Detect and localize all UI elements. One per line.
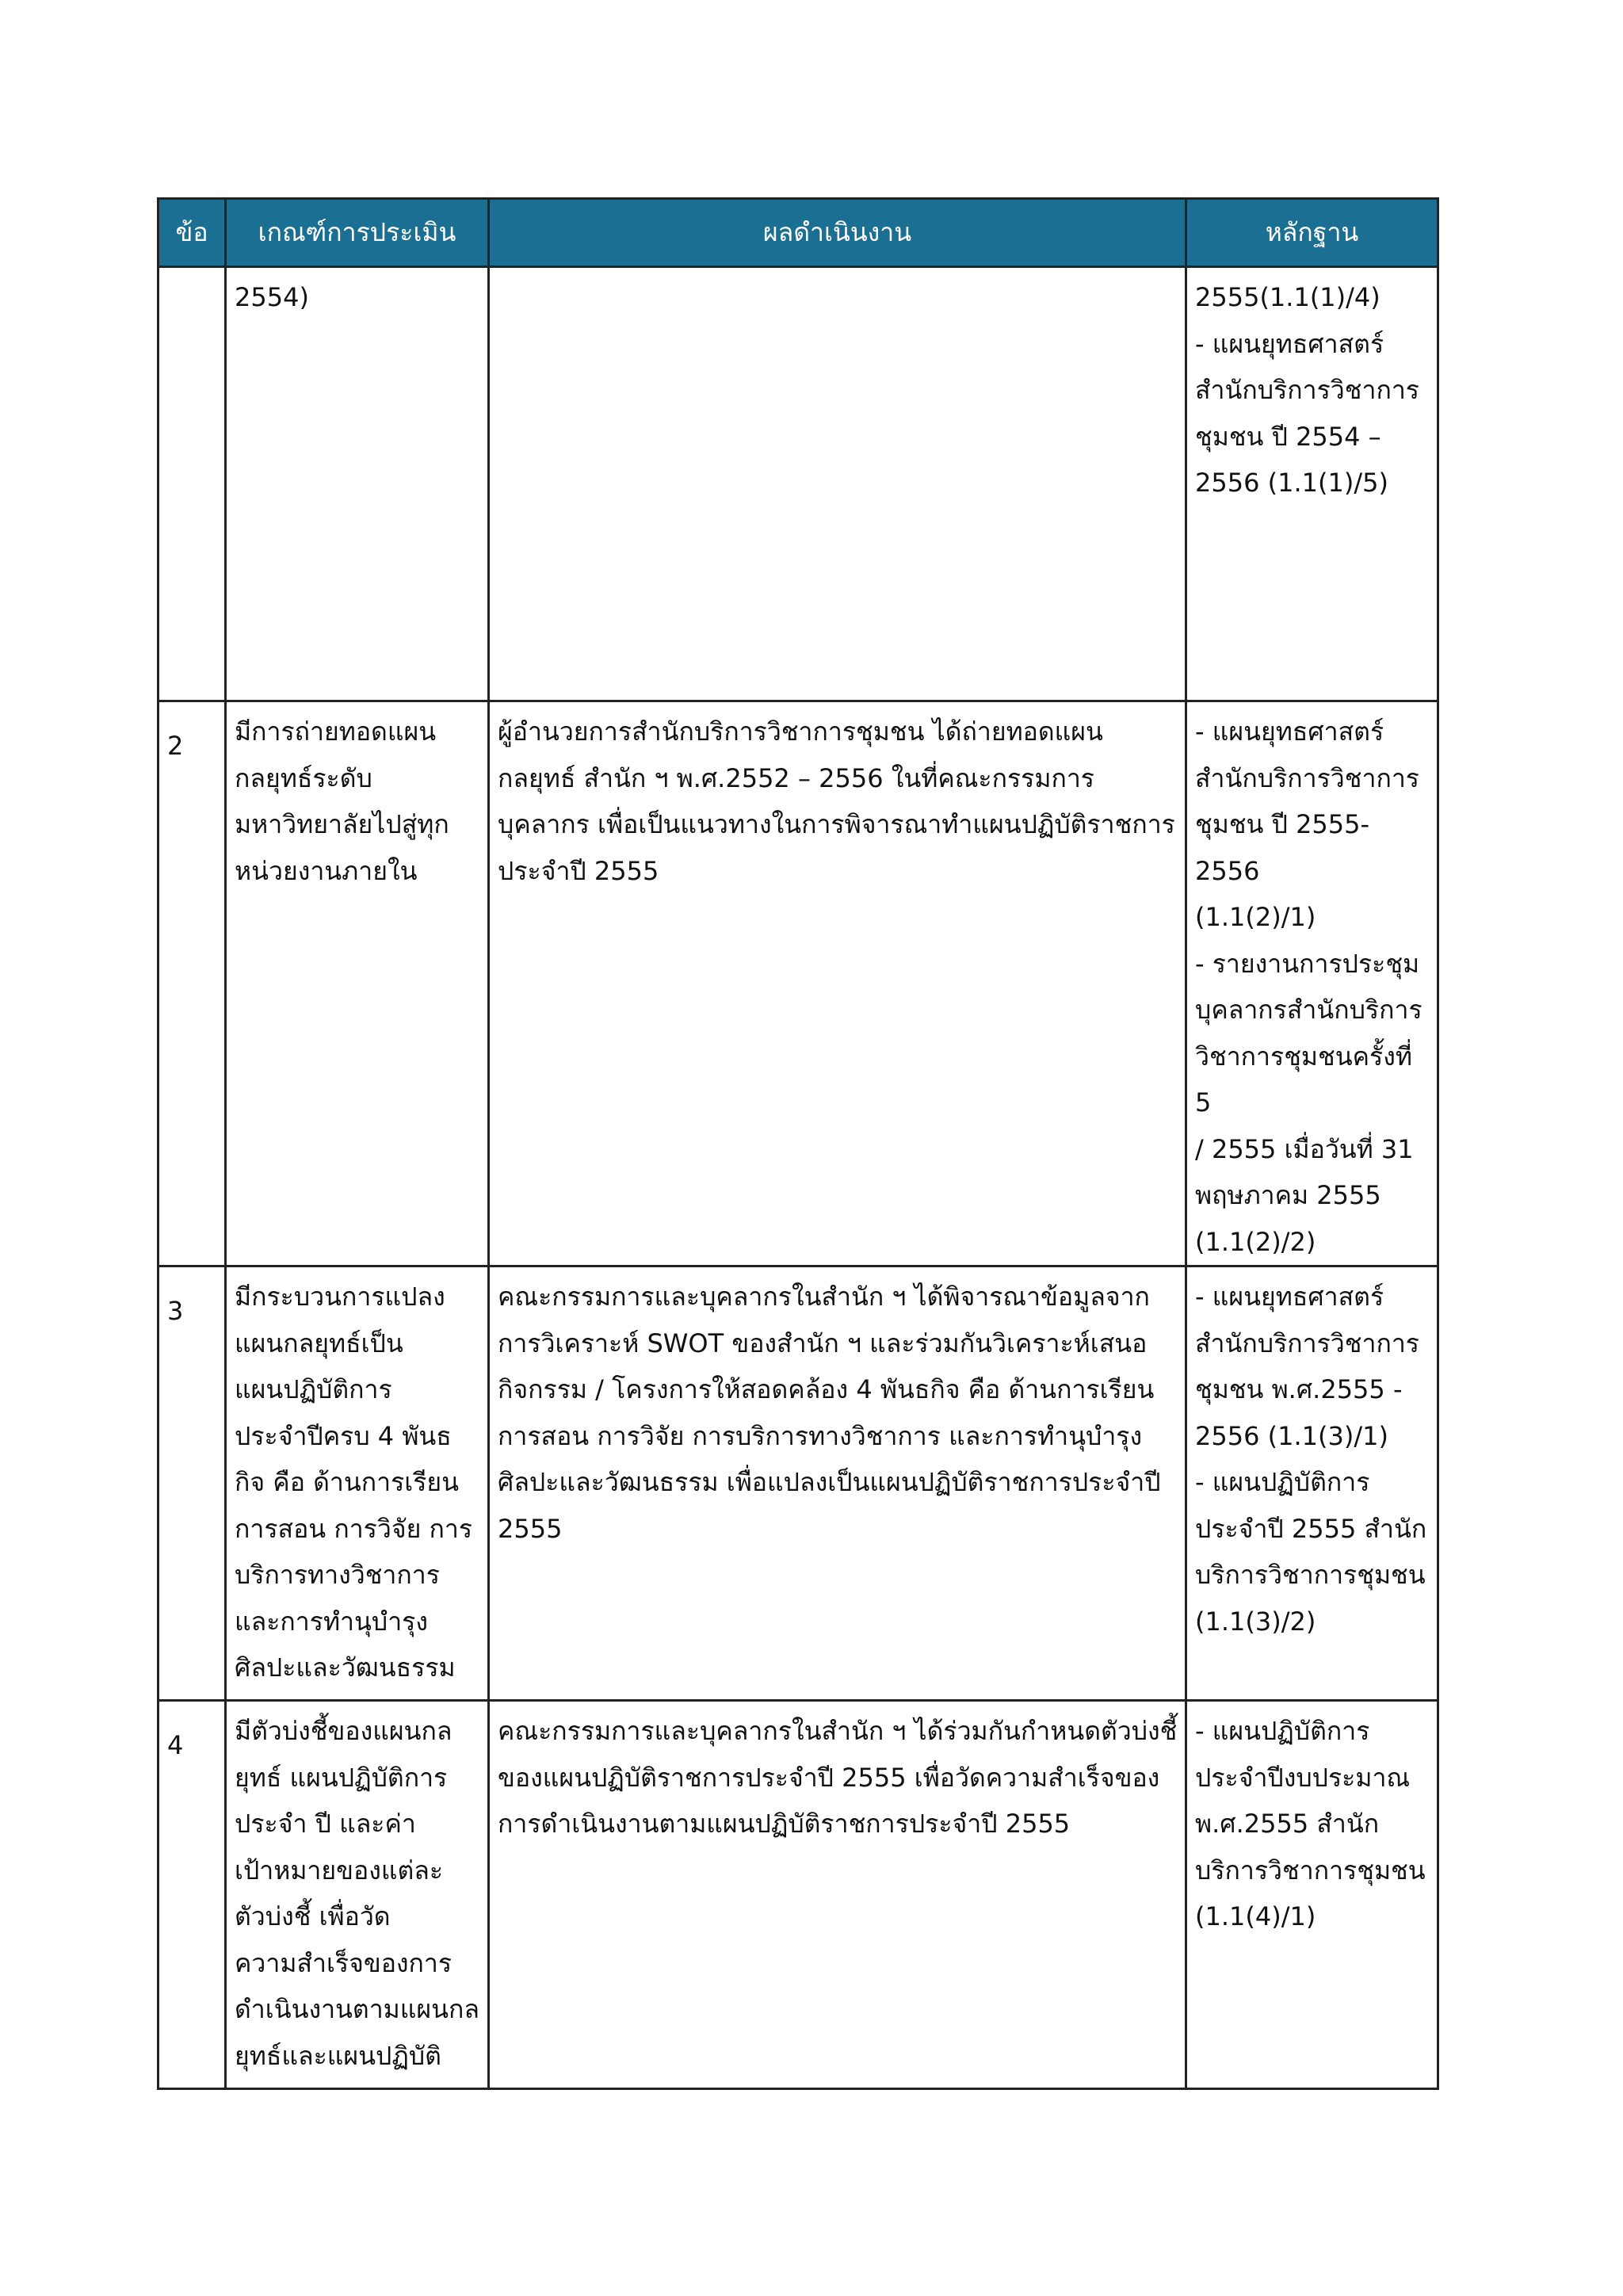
result-cell: คณะกรรมการและบุคลากรในสำนัก ฯ ได้พิจารณาข้อมูลจาก การวิเคราะห์ SWOT ของสำนัก ฯ และร่วมกันวิเคราะห์เสนอ กิจกรรม / โครงการให้สอดคล้อง 4 พันธกิจ คือ ด้านการเรียน การสอน การวิจัย การบริการทางวิชาการ และการทำนุบำรุง ศิลปะและวัฒนธรรม เพื่อแปลงเป็นแผนปฏิบัติราชการประจำปี 2555 xyxy=(489,1266,1186,1701)
item-number-cell: 4 xyxy=(158,1701,226,2089)
table-row xyxy=(158,1701,1438,2089)
table-row xyxy=(158,701,1438,1266)
header-criterion: เกณฑ์การประเมิน xyxy=(226,199,489,267)
item-number-cell: 3 xyxy=(158,1266,226,1701)
item-number-cell: 2 xyxy=(158,701,226,1266)
criterion-cell: มีตัวบ่งชี้ของแผนกล ยุทธ์ แผนปฏิบัติการ ประจำ ปี และค่า เป้าหมายของแต่ละ ตัวบ่งชี้ เพื่อวัด ความสำเร็จของการ ดำเนินงานตามแผนกล ยุทธ์และแผนปฏิบัติ xyxy=(226,1701,489,2089)
result-cell: คณะกรรมการและบุคลากรในสำนัก ฯ ได้ร่วมกันกำหนดตัวบ่งชี้ ของแผนปฏิบัติราชการประจำปี 2555 เพื่อวัดความสำเร็จของ การดำเนินงานตามแผนปฏิบัติราชการประจำปี 2555 xyxy=(489,1701,1186,2089)
item-number-cell xyxy=(158,267,226,701)
table-row xyxy=(158,1266,1438,1701)
assessment-table xyxy=(157,197,1439,2090)
evidence-cell: - แผนยุทธศาสตร์ สำนักบริการวิชาการ ชุมชน ปี 2555-2556 (1.1(2)/1) - รายงานการประชุม บุคลากรสำนักบริการ วิชาการชุมชนครั้งที่ 5 / 2555 เมื่อวันที่ 31 พฤษภาคม 2555 (1.1(2)/2) xyxy=(1186,701,1438,1266)
header-evidence: หลักฐาน xyxy=(1186,199,1438,267)
criterion-cell: มีการถ่ายทอดแผน กลยุทธ์ระดับ มหาวิทยาลัยไปสู่ทุก หน่วยงานภายใน xyxy=(226,701,489,1266)
result-cell xyxy=(489,267,1186,701)
header-item-number: ข้อ xyxy=(158,199,226,267)
evidence-cell: 2555(1.1(1)/4) - แผนยุทธศาสตร์ สำนักบริการวิชาการ ชุมชน ปี 2554 – 2556 (1.1(1)/5) xyxy=(1186,267,1438,701)
evidence-cell: - แผนปฏิบัติการ ประจำปีงบประมาณ พ.ศ.2555 สำนัก บริการวิชาการชุมชน (1.1(4)/1) xyxy=(1186,1701,1438,2089)
table-header xyxy=(158,199,1438,267)
table-body xyxy=(158,267,1438,2089)
table-row xyxy=(158,267,1438,701)
result-cell: ผู้อำนวยการสำนักบริการวิชาการชุมชน ได้ถ่ายทอดแผน กลยุทธ์ สำนัก ฯ พ.ศ.2552 – 2556 ในที่คณะกรรมการ บุคลากร เพื่อเป็นแนวทางในการพิจารณาทำแผนปฏิบัติราชการ ประจำปี 2555 xyxy=(489,701,1186,1266)
header-result: ผลดำเนินงาน xyxy=(489,199,1186,267)
evidence-cell: - แผนยุทธศาสตร์ สำนักบริการวิชาการ ชุมชน พ.ศ.2555 - 2556 (1.1(3)/1) - แผนปฏิบัติการ ประจำปี 2555 สำนัก บริการวิชาการชุมชน (1.1(3)/2) xyxy=(1186,1266,1438,1701)
criterion-cell: 2554) xyxy=(226,267,489,701)
criterion-cell: มีกระบวนการแปลง แผนกลยุทธ์เป็น แผนปฏิบัติการ ประจำปีครบ 4 พันธ กิจ คือ ด้านการเรียน การสอน การวิจัย การ บริการทางวิชาการ และการทำนุบำรุง ศิลปะและวัฒนธรรม xyxy=(226,1266,489,1701)
header-row xyxy=(158,199,1438,267)
